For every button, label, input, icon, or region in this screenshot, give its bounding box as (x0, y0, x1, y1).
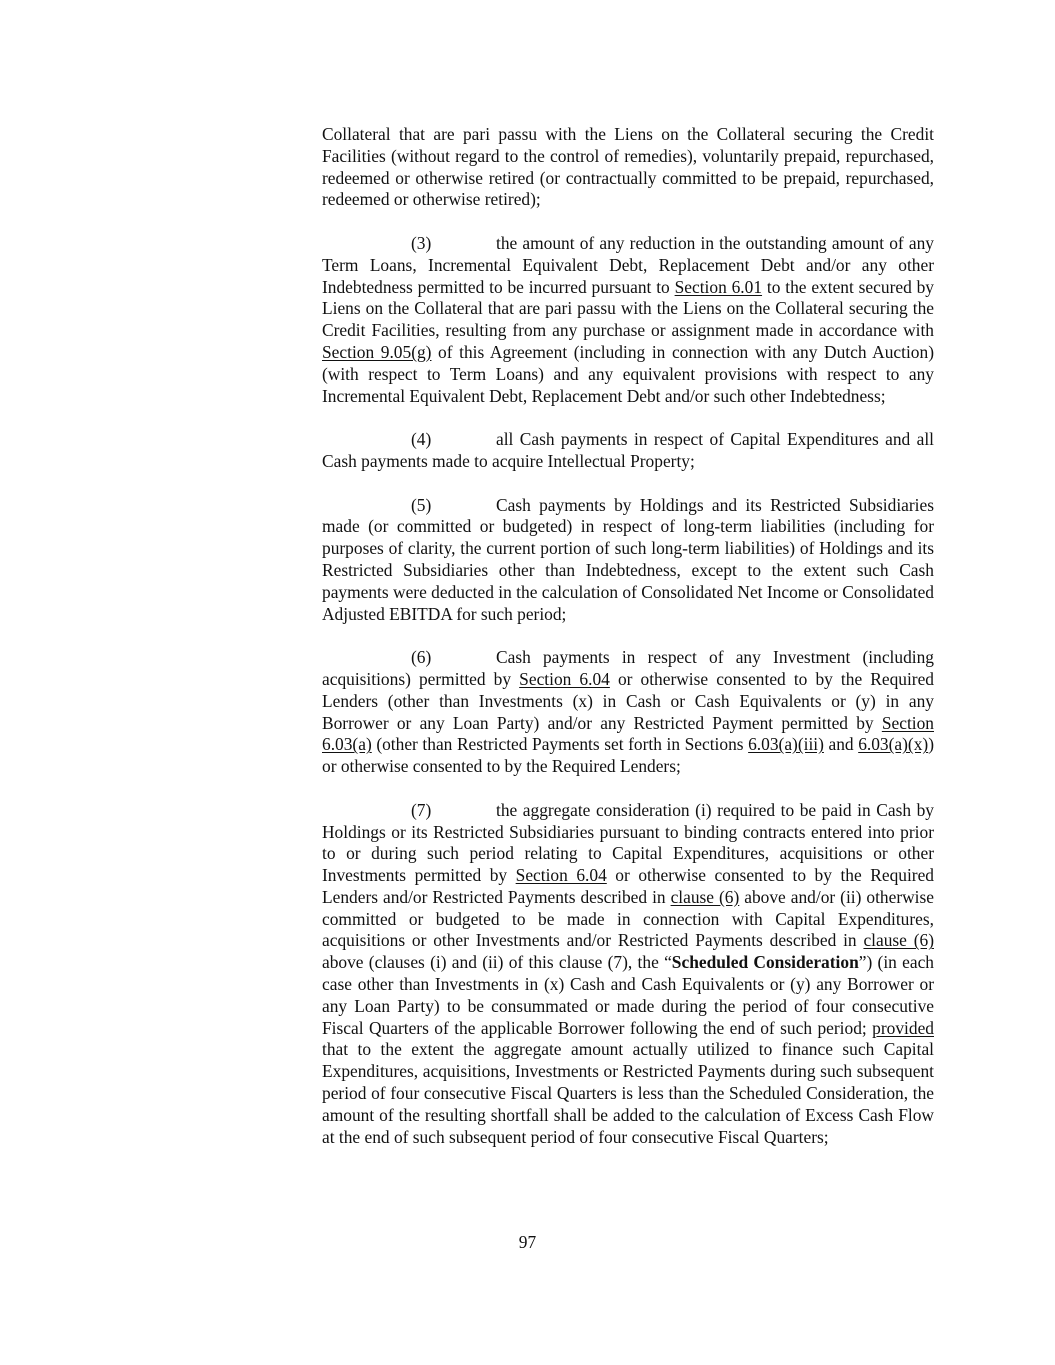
clause-paragraph-p5 (322, 495, 934, 626)
text-run: of this Agreement (including in connection with any Dutch Auction) (with respect to Term Loans) and any equivalent provisions with respect to any Incremental Equivalent Debt, Replacement Debt and/or such other Indebtedness; (322, 341, 934, 406)
cross-reference: Section 6.03(a) (322, 712, 934, 755)
text-run: Collateral that are pari passu with the Liens on the Collateral securing the Credit Facilities (without regard to the control of remedies), voluntarily prepaid, repurchased, redeemed or otherwise retired (or contractually committed to be prepaid, repurchased, redeemed or otherwise retired); (322, 124, 934, 210)
clause-number: (5) (411, 494, 432, 515)
text-run: to the extent secured by Liens on the Collateral that are pari passu with the Liens on the Collateral securing the Credit Facilities, resulting from any purchase or assignment made in accordance with (322, 276, 934, 341)
clause-paragraph-p4 (322, 429, 934, 473)
cross-reference: provided (872, 1017, 934, 1038)
cross-reference: clause (6) (863, 930, 934, 951)
cross-reference: clause (6) (670, 886, 740, 907)
clause-number: (4) (411, 429, 432, 450)
clause-number: (3) (411, 232, 432, 253)
defined-term: Scheduled Consideration (671, 952, 859, 973)
text-run: and (823, 734, 859, 755)
text-run: or otherwise consented to by the Required Lenders and/or Restricted Payments described in (322, 865, 934, 907)
clause-paragraph-p3 (322, 233, 934, 407)
cross-reference: 6.03(a)(iii) (748, 734, 824, 755)
cross-reference: Section 6.01 (674, 276, 763, 297)
cross-reference: Section 9.05(g) (322, 341, 432, 362)
text-run: that to the extent the aggregate amount actually utilized to finance such Capital Expenditures, acquisitions, Investments or Restricted Payments during such subsequent period of four consecutive Fiscal Quarters is less than the Scheduled Consideration, the amount of the resulting shortfall shall be added to the calculation of Excess Cash Flow at the end of such subsequent period of four consecutive Fiscal Quarters; (322, 1039, 934, 1147)
clause-number: (6) (411, 647, 432, 668)
clause-paragraph-p7 (322, 800, 934, 1149)
clause-paragraph-p6 (322, 647, 934, 778)
text-run: the aggregate consideration (i) required to be paid in Cash by Holdings or its Restricted Subsidiaries pursuant to binding contracts entered into prior to or during such period relating to Capital Expenditures, acquisitions or other Investments permitted by (322, 799, 934, 886)
text-run: Cash payments in respect of any Investment (including acquisitions) permitted by (322, 647, 934, 689)
cross-reference: Section 6.04 (519, 668, 610, 689)
continued-paragraph (322, 124, 934, 211)
cross-reference: Section 6.04 (515, 865, 607, 886)
text-run: ) or otherwise consented to by the Required Lenders; (322, 734, 934, 777)
page-number: 97 (518, 1232, 537, 1252)
cross-reference: 6.03(a)(x) (858, 734, 929, 755)
text-run: above (clauses (i) and (ii) of this clause (7), the “ (322, 952, 672, 973)
document-body (322, 124, 934, 1170)
text-run: Cash payments by Holdings and its Restricted Subsidiaries made (or committed or budgeted) in respect of long-term liabilities (including for purposes of clarity, the current portion of such long-term liabilities) of Holdings and its Restricted Subsidiaries other than Indebtedness, except to the extent such Cash payments were deducted in the calculation of Consolidated Net Income or Consolidated Adjusted EBITDA for such period; (322, 494, 934, 624)
text-run: ”) (in each case other than Investments in (x) Cash and Cash Equivalents or (y) any Borrower or any Loan Party) to be consummated or made during the period of four consecutive Fiscal Quarters of the applicable Borrower following the end of such period; (322, 952, 934, 1038)
text-run: the amount of any reduction in the outstanding amount of any Term Loans, Incremental Equivalent Debt, Replacement Debt and/or any other Indebtedness permitted to be incurred pursuant to (322, 232, 934, 297)
text-run: (other than Restricted Payments set forth in Sections (371, 734, 749, 755)
text-run: all Cash payments in respect of Capital Expenditures and all Cash payments made to acquire Intellectual Property; (322, 429, 934, 471)
text-run: or otherwise consented to by the Required Lenders (other than Investments (x) in Cash or Cash Equivalents or (y) in any Borrower or any Loan Party) and/or any Restricted Payment permitted by (322, 668, 934, 733)
clause-number: (7) (411, 799, 432, 820)
text-run: above and/or (ii) otherwise committed or budgeted to be made in connection with Capital Expenditures, acquisitions or other Investments and/or Restricted Payments described in (322, 886, 934, 951)
